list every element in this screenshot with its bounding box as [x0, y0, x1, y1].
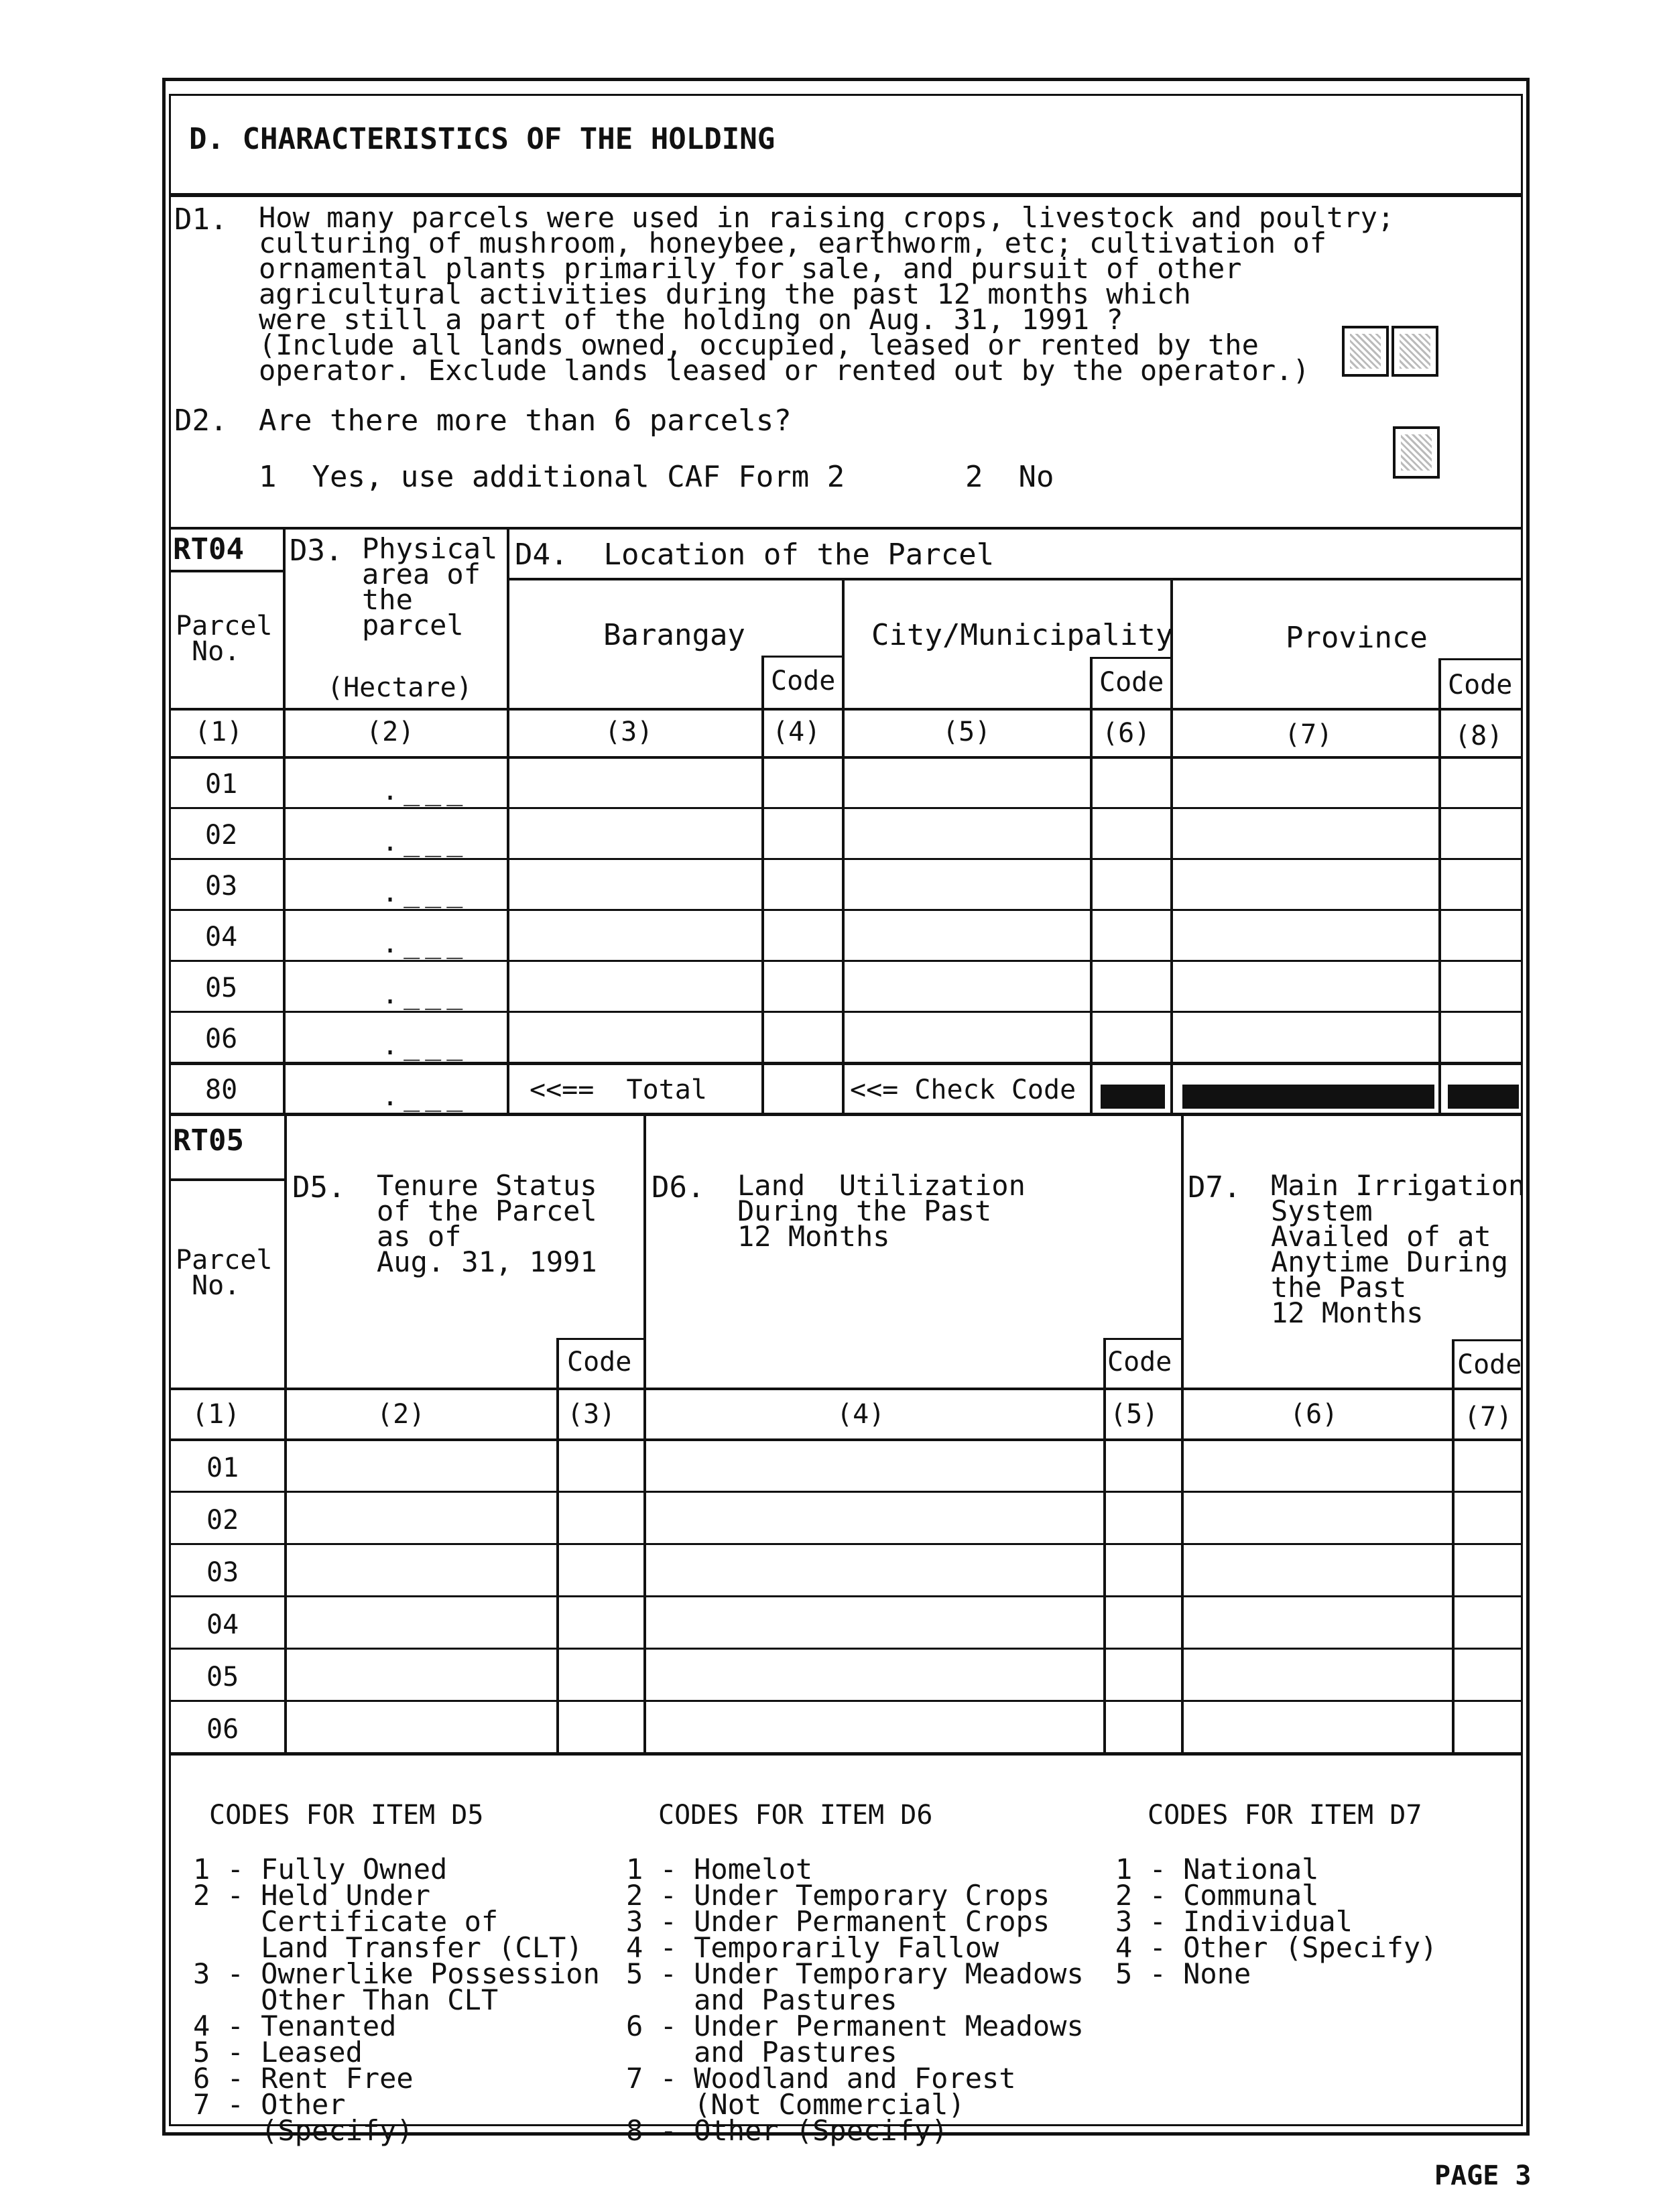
divider — [169, 1543, 1523, 1545]
divider — [1106, 1338, 1181, 1340]
d6-number: D6. — [652, 1170, 705, 1205]
code-line: 4 - Tenanted — [193, 2010, 397, 2042]
col-number: (1) — [194, 717, 243, 747]
area-input[interactable]: .___ — [382, 1030, 469, 1061]
code-line: Certificate of — [193, 1905, 499, 1938]
divider — [509, 578, 1523, 580]
divider — [169, 1752, 1523, 1756]
code-line: (Specify) — [193, 2114, 414, 2147]
code-line: 6 - Rent Free — [193, 2062, 414, 2095]
d5-number: D5. — [292, 1170, 346, 1205]
parcel-number: 02 — [206, 1505, 239, 1536]
d2-answer-box[interactable] — [1393, 426, 1440, 479]
code-line: 4 - Temporarily Fallow — [626, 1931, 999, 1964]
rt05-record-type: RT05 — [173, 1123, 244, 1158]
total-area[interactable]: .___ — [382, 1081, 469, 1112]
code-line: 4 - Other (Specify) — [1115, 1931, 1438, 1964]
d6-header: Land Utilization — [737, 1169, 1026, 1202]
codes-d6-title: CODES FOR ITEM D6 — [658, 1800, 933, 1831]
divider — [169, 1491, 1523, 1493]
code-line: 3 - Ownerlike Possession — [193, 1957, 600, 1990]
code-line: 1 - Fully Owned — [193, 1853, 448, 1886]
code-line: Other Than CLT — [193, 1983, 499, 2016]
d2-number: D2. — [174, 404, 228, 438]
divider — [643, 1115, 646, 1754]
code-line: 2 - Under Temporary Crops — [626, 1879, 1050, 1912]
d7-header: Anytime During — [1271, 1245, 1509, 1278]
divider — [1090, 657, 1093, 1114]
col-number: (2) — [377, 1399, 426, 1430]
col-number: (3) — [567, 1399, 616, 1430]
d7-header: Main Irrigation — [1271, 1169, 1526, 1202]
rt04-record-type: RT04 — [173, 532, 244, 566]
codes-d7-title: CODES FOR ITEM D7 — [1148, 1800, 1422, 1831]
col-number: (5) — [942, 717, 991, 747]
d6-header: During the Past — [737, 1194, 992, 1227]
parcel-number: 01 — [205, 769, 238, 800]
d1-line: were still a part of the holding on Aug. 31, 1991 ? — [259, 303, 1123, 336]
code-line: 1 - Homelot — [626, 1853, 813, 1886]
divider — [1438, 658, 1441, 1114]
divider — [169, 193, 1523, 197]
col-number: (7) — [1284, 719, 1333, 750]
col-number: (3) — [605, 717, 654, 747]
parcel-number: 05 — [205, 973, 238, 1003]
d1-line: How many parcels were used in raising crops, livestock and poultry; — [259, 201, 1395, 234]
divider — [507, 527, 509, 1114]
d7-header: the Past — [1271, 1271, 1407, 1304]
code-header: Code — [1457, 1349, 1522, 1380]
d1-line: culturing of mushroom, honeybee, earthworm, etc; cultivation of — [259, 227, 1327, 259]
city-header: City/Municipality — [871, 618, 1174, 652]
col-number: (4) — [837, 1399, 885, 1430]
col-number: (8) — [1455, 721, 1503, 751]
d3-header: parcel — [362, 609, 464, 641]
parcel-number: 02 — [205, 820, 238, 851]
code-line: 2 - Held Under — [193, 1879, 431, 1912]
d1-answer-box-1[interactable] — [1342, 326, 1389, 377]
area-input[interactable]: .___ — [382, 928, 469, 959]
divider — [1170, 578, 1173, 1114]
divider — [169, 756, 1523, 759]
divider — [169, 708, 1523, 711]
code-line: 5 - None — [1115, 1957, 1251, 1990]
col-number: (4) — [772, 717, 821, 747]
divider — [169, 960, 1523, 962]
divider — [1181, 1115, 1184, 1754]
shaded-cell — [1182, 1085, 1434, 1109]
code-header: Code — [567, 1347, 632, 1377]
area-input[interactable]: .___ — [382, 826, 469, 857]
d1-answer-box-2[interactable] — [1392, 326, 1438, 377]
parcel-number: 04 — [206, 1609, 239, 1640]
parcel-number: 06 — [205, 1024, 238, 1054]
d1-line: operator. Exclude lands leased or rented out by the operator.) — [259, 354, 1310, 387]
d7-header: System — [1271, 1194, 1373, 1227]
check-code-label: <<= Check Code — [850, 1074, 1076, 1105]
shaded-cell — [1448, 1085, 1519, 1109]
col-number: (5) — [1110, 1399, 1159, 1430]
code-line: 2 - Communal — [1115, 1879, 1319, 1912]
parcel-number: 06 — [206, 1714, 239, 1745]
rt04-parcel-header: Parcel — [176, 611, 273, 641]
code-line: 8 - Other (Specify) — [626, 2114, 948, 2147]
divider — [1455, 1339, 1523, 1341]
parcel-number: 04 — [205, 922, 238, 953]
col-number: (6) — [1290, 1399, 1339, 1430]
code-header: Code — [771, 666, 836, 696]
divider — [284, 1115, 287, 1754]
d4-header: D4. Location of the Parcel — [515, 538, 995, 572]
divider — [283, 527, 286, 1114]
divider — [169, 1700, 1523, 1702]
divider — [1452, 1339, 1455, 1754]
d1-line: (Include all lands owned, occupied, leased or rented by the — [259, 328, 1259, 361]
d6-header: 12 Months — [737, 1220, 890, 1253]
code-line: 7 - Woodland and Forest — [626, 2062, 1016, 2095]
d7-number: D7. — [1188, 1170, 1241, 1205]
divider — [169, 1011, 1523, 1013]
divider — [169, 527, 1523, 530]
divider — [169, 1178, 284, 1181]
divider — [169, 570, 283, 572]
col-number: (1) — [192, 1399, 241, 1430]
d3-header: Physical — [362, 532, 498, 565]
divider — [1093, 657, 1173, 659]
divider — [169, 1595, 1523, 1597]
divider — [764, 656, 845, 658]
code-header: Code — [1448, 670, 1513, 700]
divider — [169, 807, 1523, 809]
code-header: Code — [1099, 667, 1164, 698]
d1-line: ornamental plants primarily for sale, and pursuit of other — [259, 252, 1242, 285]
code-line: 7 - Other — [193, 2088, 346, 2121]
code-line: 5 - Under Temporary Meadows — [626, 1957, 1084, 1990]
area-input[interactable]: .___ — [382, 877, 469, 908]
code-header: Code — [1107, 1347, 1172, 1377]
d3-unit: (Hectare) — [327, 672, 473, 703]
col-number: (6) — [1102, 718, 1151, 749]
d1-number: D1. — [174, 202, 228, 237]
code-line: (Not Commercial) — [626, 2088, 965, 2121]
divider — [169, 909, 1523, 911]
divider — [169, 1648, 1523, 1650]
code-line: 5 - Leased — [193, 2036, 363, 2069]
rt04-parcel-header: No. — [192, 636, 241, 667]
d5-header: Aug. 31, 1991 — [377, 1245, 597, 1278]
divider — [169, 1388, 1523, 1390]
code-line: 1 - National — [1115, 1853, 1319, 1886]
divider — [761, 656, 764, 1114]
parcel-number: 01 — [206, 1453, 239, 1483]
d3-number: D3. — [290, 534, 343, 568]
divider — [169, 1113, 1523, 1116]
col-number: (2) — [366, 717, 415, 747]
parcel-number: 03 — [205, 871, 238, 902]
code-line: and Pastures — [626, 1983, 898, 2016]
divider — [169, 858, 1523, 860]
shaded-cell — [1101, 1085, 1165, 1109]
province-header: Province — [1286, 621, 1428, 655]
code-line: 6 - Under Permanent Meadows — [626, 2010, 1084, 2042]
parcel-number: 05 — [206, 1662, 239, 1693]
code-line: 3 - Individual — [1115, 1905, 1353, 1938]
rt05-parcel-header: No. — [192, 1270, 241, 1301]
d3-header: area of — [362, 558, 481, 591]
divider — [842, 578, 845, 1114]
d7-header: Availed of at — [1271, 1220, 1491, 1253]
divider — [169, 1438, 1523, 1441]
codes-d5-title: CODES FOR ITEM D5 — [209, 1800, 484, 1831]
divider — [1103, 1338, 1106, 1754]
area-input[interactable]: .___ — [382, 979, 469, 1010]
total-label: <<== Total — [530, 1074, 707, 1105]
area-input[interactable]: .___ — [382, 776, 469, 806]
parcel-number: 03 — [206, 1557, 239, 1588]
d5-header: Tenure Status — [377, 1169, 597, 1202]
divider — [1441, 658, 1523, 660]
divider — [559, 1338, 643, 1340]
col-number: (7) — [1464, 1402, 1513, 1432]
section-title: D. CHARACTERISTICS OF THE HOLDING — [189, 122, 776, 156]
d2-option-yes[interactable]: 1 Yes, use additional CAF Form 2 — [259, 460, 845, 494]
code-line: and Pastures — [626, 2036, 898, 2069]
d3-header: the — [362, 583, 413, 616]
d2-question: Are there more than 6 parcels? — [259, 404, 792, 438]
d5-header: of the Parcel — [377, 1194, 597, 1227]
d2-option-no[interactable]: 2 No — [965, 460, 1054, 494]
divider — [556, 1338, 559, 1754]
rt05-parcel-header: Parcel — [176, 1245, 273, 1276]
total-row-code: 80 — [205, 1074, 238, 1105]
code-line: 3 - Under Permanent Crops — [626, 1905, 1050, 1938]
code-line: Land Transfer (CLT) — [193, 1931, 583, 1964]
d7-header: 12 Months — [1271, 1296, 1424, 1329]
d5-header: as of — [377, 1220, 462, 1253]
page-number: PAGE 3 — [1434, 2160, 1532, 2191]
d1-line: agricultural activities during the past 12 months which — [259, 278, 1191, 310]
divider — [169, 1062, 1523, 1065]
barangay-header: Barangay — [603, 618, 745, 652]
